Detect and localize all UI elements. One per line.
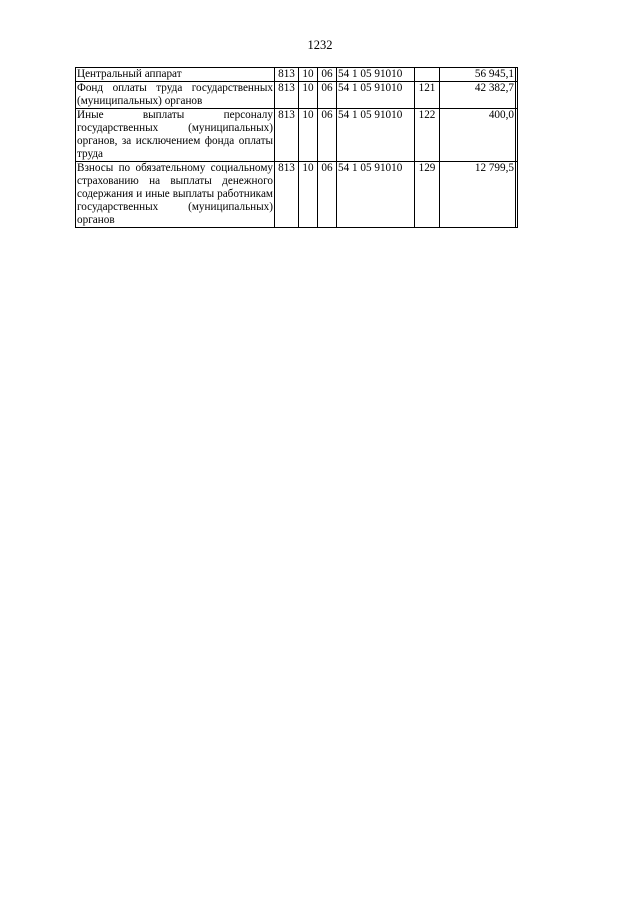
table-row [76, 162, 518, 228]
amount: 56 945,1 [440, 68, 516, 82]
table-row [76, 109, 518, 162]
extra-column [516, 162, 518, 228]
expense-type-code [415, 68, 440, 82]
subsection-code: 06 [318, 68, 337, 82]
section-code: 10 [299, 109, 318, 162]
target-article-code: 54 1 05 91010 [337, 82, 415, 109]
ministry-code: 813 [275, 68, 299, 82]
target-article-code: 54 1 05 91010 [337, 68, 415, 82]
subsection-code: 06 [318, 109, 337, 162]
subsection-code: 06 [318, 162, 337, 228]
section-code: 10 [299, 68, 318, 82]
extra-column [516, 68, 518, 82]
target-article-code: 54 1 05 91010 [337, 109, 415, 162]
amount: 42 382,7 [440, 82, 516, 109]
ministry-code: 813 [275, 82, 299, 109]
row-name: Центральный аппарат [76, 68, 275, 82]
budget-table [75, 67, 518, 228]
extra-column [516, 109, 518, 162]
row-name: Иные выплаты персоналу государственных (муниципальных) органов, за исключением фонда оплаты труда [77, 109, 273, 160]
section-code: 10 [299, 82, 318, 109]
expense-type-code: 121 [415, 82, 440, 109]
ministry-code: 813 [275, 162, 299, 228]
page-number: 1232 [307, 38, 333, 52]
amount: 400,0 [440, 109, 516, 162]
subsection-code: 06 [318, 82, 337, 109]
extra-column [516, 82, 518, 109]
row-name: Фонд оплаты труда государственных (муниципальных) органов [77, 82, 273, 107]
table-row [76, 68, 518, 82]
amount: 12 799,5 [440, 162, 516, 228]
row-name: Взносы по обязательному социальному страхованию на выплаты денежного содержания и иные выплаты работникам государственных (муниципальных) органов [77, 162, 273, 226]
expense-type-code: 129 [415, 162, 440, 228]
expense-type-code: 122 [415, 109, 440, 162]
table-row [76, 82, 518, 109]
target-article-code: 54 1 05 91010 [337, 162, 415, 228]
section-code: 10 [299, 162, 318, 228]
ministry-code: 813 [275, 109, 299, 162]
